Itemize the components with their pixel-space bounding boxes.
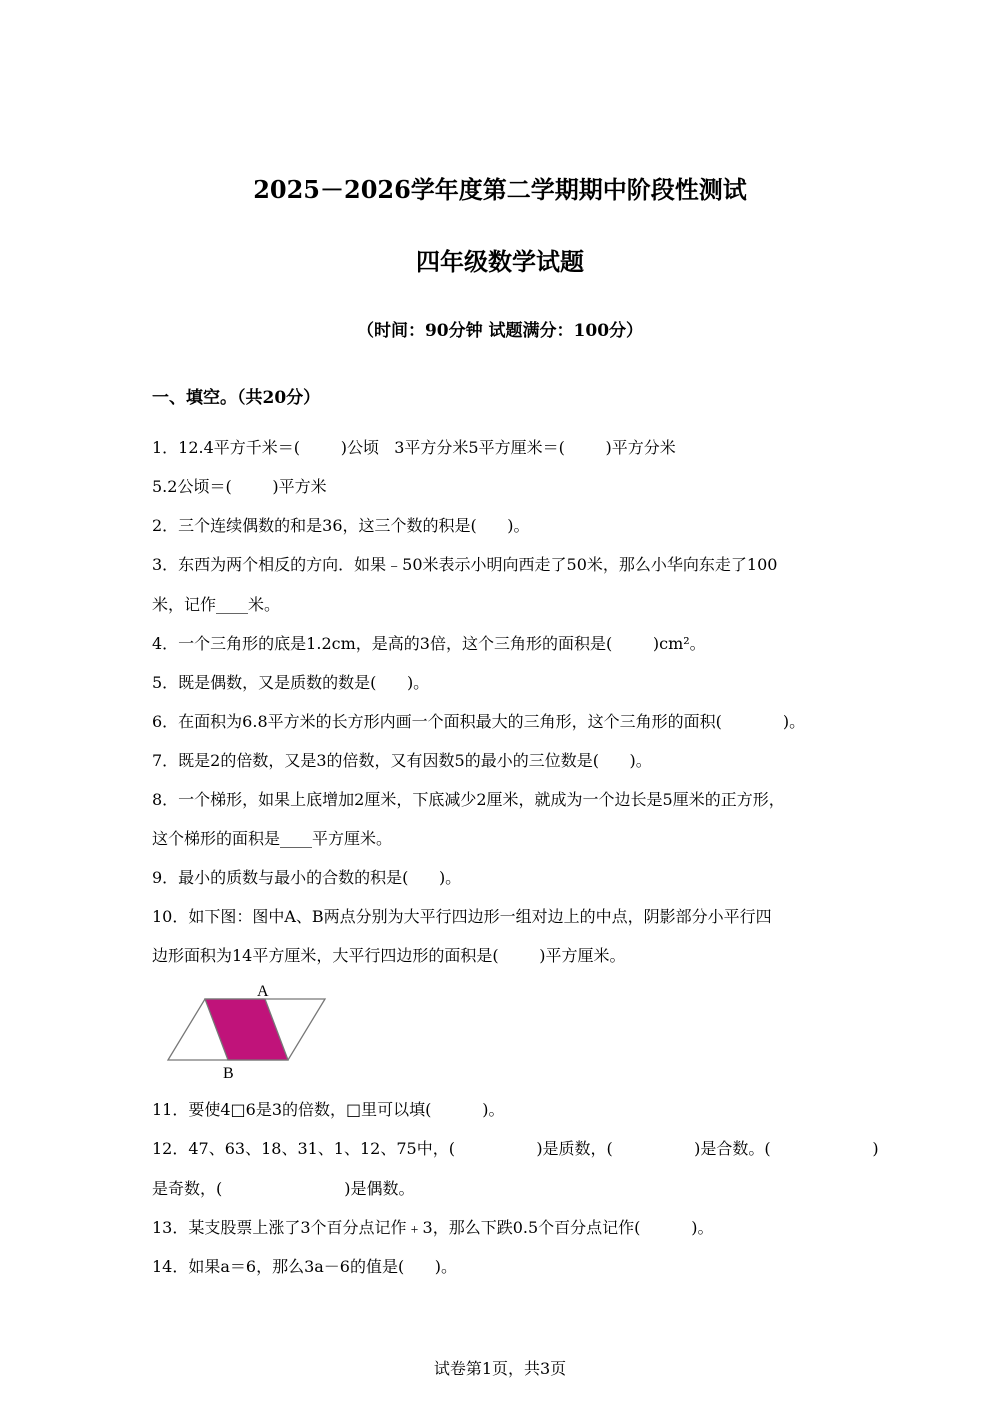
question-10-line-2: 边形面积为14平方厘米，大平行四边形的面积是( )平方厘米。	[152, 946, 626, 965]
question-5: 5．既是偶数，又是质数的数是( )。	[152, 673, 430, 692]
question-1-line-2: 5.2公顷＝( )平方米	[152, 477, 327, 496]
question-10-line-1: 10．如下图：图中A、B两点分别为大平行四边形一组对边上的中点，阴影部分小平行四	[152, 907, 772, 926]
section-heading-fill-in: 一、填空。（共20分）	[152, 388, 321, 408]
parallelogram-figure	[160, 978, 340, 1088]
question-6: 6．在面积为6.8平方米的长方形内画一个面积最大的三角形，这个三角形的面积( )。	[152, 712, 806, 731]
question-2: 2．三个连续偶数的和是36，这三个数的积是( )。	[152, 516, 530, 535]
question-9: 9．最小的质数与最小的合数的积是( )。	[152, 868, 462, 887]
question-12-line-2: 是奇数，( )是偶数。	[152, 1179, 415, 1198]
exam-info: （时间：90分钟 试题满分：100分）	[356, 321, 644, 341]
question-3-line-2: 米，记作____米。	[152, 595, 281, 614]
question-13: 13．某支股票上涨了3个百分点记作﹢3，那么下跌0.5个百分点记作( )。	[152, 1218, 714, 1237]
point-b-label: B	[223, 1065, 234, 1082]
question-11: 11．要使4□6是3的倍数，□里可以填( )。	[152, 1100, 505, 1119]
question-8-line-2: 这个梯形的面积是____平方厘米。	[152, 829, 393, 848]
question-7: 7．既是2的倍数，又是3的倍数，又有因数5的最小的三位数是( )。	[152, 751, 652, 770]
exam-subtitle: 四年级数学试题	[416, 247, 584, 276]
question-1-line-1: 1．12.4平方千米＝( )公顷 3平方分米5平方厘米＝( )平方分米	[152, 438, 676, 457]
question-4: 4．一个三角形的底是1.2cm，是高的3倍，这个三角形的面积是( )cm²。	[152, 634, 706, 653]
question-8-line-1: 8．一个梯形，如果上底增加2厘米，下底减少2厘米，就成为一个边长是5厘米的正方形，	[152, 790, 785, 809]
question-12-line-1: 12．47、63、18、31、1、12、75中，( )是质数，( )是合数。( )	[152, 1139, 879, 1158]
point-a-label: A	[257, 983, 269, 1000]
question-14: 14．如果a＝6，那么3a－6的值是( )。	[152, 1257, 457, 1276]
exam-title: 2025－2026学年度第二学期期中阶段性测试	[253, 175, 747, 204]
question-3-line-1: 3．东西为两个相反的方向．如果﹣50米表示小明向西走了50米，那么小华向东走了100	[152, 555, 778, 574]
page-footer: 试卷第1页，共3页	[433, 1359, 567, 1378]
